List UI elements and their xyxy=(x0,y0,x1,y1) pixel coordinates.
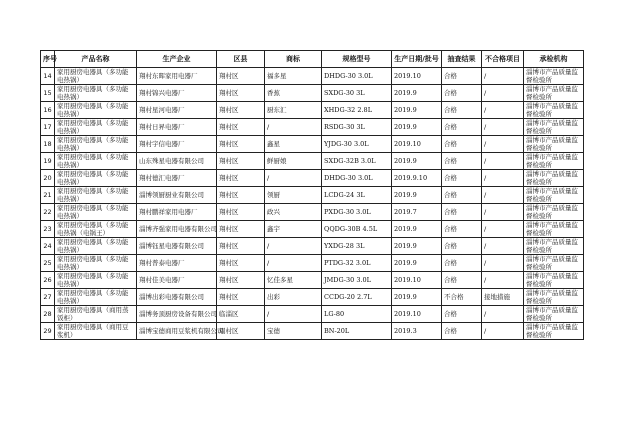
table-row xyxy=(41,204,584,221)
cell-product-name: 家用厨房电器具（多功能电热锅） xyxy=(55,119,137,136)
cell-trademark: 领厨 xyxy=(265,187,322,204)
cell-model: QQDG-30B 4.5L xyxy=(322,221,392,238)
cell-trademark: 鑫星 xyxy=(265,136,322,153)
cell-trademark: 出彩 xyxy=(265,289,322,306)
cell-failed-items: / xyxy=(482,272,524,289)
cell-product-name: 家用厨房电器具（多功能电热锅） xyxy=(55,289,137,306)
cell-district: 翔村区 xyxy=(217,187,265,204)
cell-product-name: 家用厨房电器具（多功能电热锅（电锅王） xyxy=(55,221,137,238)
cell-failed-items: / xyxy=(482,306,524,323)
cell-result: 合格 xyxy=(442,272,482,289)
cell-product-name: 家用厨房电器具（多功能电热锅） xyxy=(55,187,137,204)
cell-manufacturer: 翔村宇信电器厂 xyxy=(137,136,217,153)
cell-inspection-agency: 淄博市产品质量监督检验所 xyxy=(524,306,584,323)
cell-failed-items: / xyxy=(482,119,524,136)
table-row xyxy=(41,238,584,255)
cell-trademark: 忆佳多星 xyxy=(265,272,322,289)
cell-product-name: 家用厨房电器具（商用蒸饭柜） xyxy=(55,306,137,323)
cell-inspection-agency: 淄博市产品质量监督检验所 xyxy=(524,221,584,238)
header-production-date: 生产日期/批号 xyxy=(392,51,442,68)
cell-product-name: 家用厨房电器具（多功能电热锅） xyxy=(55,102,137,119)
table-row xyxy=(41,289,584,306)
cell-model: DHDG-30 3.0L xyxy=(322,170,392,187)
cell-result: 合格 xyxy=(442,187,482,204)
header-product-name: 产品名称 xyxy=(55,51,137,68)
table-row xyxy=(41,85,584,102)
cell-trademark: 香蕉 xyxy=(265,85,322,102)
cell-index: 24 xyxy=(41,238,55,255)
cell-result: 合格 xyxy=(442,102,482,119)
cell-failed-items: / xyxy=(482,68,524,85)
cell-failed-items: / xyxy=(482,85,524,102)
cell-result: 合格 xyxy=(442,323,482,340)
table-body xyxy=(41,68,584,340)
cell-product-name: 家用厨房电器具（多功能电热锅） xyxy=(55,204,137,221)
cell-index: 28 xyxy=(41,306,55,323)
cell-result: 合格 xyxy=(442,221,482,238)
cell-production-date: 2019.9 xyxy=(392,221,442,238)
cell-trademark: / xyxy=(265,170,322,187)
cell-district: 翔村区 xyxy=(217,272,265,289)
cell-product-name: 家用厨房电器具（多功能电热锅） xyxy=(55,85,137,102)
cell-district: 周村区 xyxy=(217,323,265,340)
cell-index: 25 xyxy=(41,255,55,272)
cell-manufacturer: 翔村日昇电器厂 xyxy=(137,119,217,136)
cell-result: 合格 xyxy=(442,204,482,221)
cell-district: 翔村区 xyxy=(217,255,265,272)
cell-model: LG-80 xyxy=(322,306,392,323)
cell-result: 合格 xyxy=(442,238,482,255)
cell-trademark: / xyxy=(265,255,322,272)
cell-failed-items: / xyxy=(482,187,524,204)
cell-product-name: 家用厨房电器具（多功能电热锅） xyxy=(55,238,137,255)
cell-production-date: 2019.9 xyxy=(392,255,442,272)
cell-model: XHDG-32 2.8L xyxy=(322,102,392,119)
cell-inspection-agency: 淄博市产品质量监督检验所 xyxy=(524,136,584,153)
cell-index: 18 xyxy=(41,136,55,153)
cell-manufacturer: 翔村鹏祥家用电器厂 xyxy=(137,204,217,221)
cell-result: 合格 xyxy=(442,306,482,323)
cell-manufacturer: 翔村普泰电器厂 xyxy=(137,255,217,272)
cell-failed-items: / xyxy=(482,102,524,119)
cell-trademark: 鑫宇 xyxy=(265,221,322,238)
cell-index: 22 xyxy=(41,204,55,221)
cell-product-name: 家用厨房电器具（多功能电热锅） xyxy=(55,272,137,289)
cell-model: SXDG-30 3L xyxy=(322,85,392,102)
cell-product-name: 家用厨房电器具（多功能电热锅） xyxy=(55,136,137,153)
cell-production-date: 2019.3 xyxy=(392,323,442,340)
cell-district: 临淄区 xyxy=(217,306,265,323)
cell-manufacturer: 淄博务顶厨房设备有限公司 xyxy=(137,306,217,323)
cell-inspection-agency: 淄博市产品质量监督检验所 xyxy=(524,68,584,85)
cell-trademark: 政兴 xyxy=(265,204,322,221)
cell-model: YXDG-28 3L xyxy=(322,238,392,255)
cell-production-date: 2019.9.10 xyxy=(392,170,442,187)
cell-result: 合格 xyxy=(442,68,482,85)
cell-production-date: 2019.10 xyxy=(392,68,442,85)
cell-inspection-agency: 淄博市产品质量监督检验所 xyxy=(524,119,584,136)
cell-production-date: 2019.7 xyxy=(392,204,442,221)
cell-district: 翔村区 xyxy=(217,119,265,136)
cell-district: 翔村区 xyxy=(217,204,265,221)
cell-product-name: 家用厨房电器具（多功能电热锅） xyxy=(55,255,137,272)
table-row xyxy=(41,136,584,153)
cell-inspection-agency: 淄博市产品质量监督检验所 xyxy=(524,238,584,255)
cell-model: DHDG-30 3.0L xyxy=(322,68,392,85)
cell-manufacturer: 翔村德汇电器厂 xyxy=(137,170,217,187)
cell-district: 翔村区 xyxy=(217,238,265,255)
cell-model: SXDG-32B 3.0L xyxy=(322,153,392,170)
cell-production-date: 2019.9 xyxy=(392,289,442,306)
cell-index: 16 xyxy=(41,102,55,119)
cell-result: 合格 xyxy=(442,170,482,187)
cell-inspection-agency: 淄博市产品质量监督检验所 xyxy=(524,153,584,170)
cell-manufacturer: 淄博钰星电器有限公司 xyxy=(137,238,217,255)
cell-product-name: 家用厨房电器具（多功能电热锅） xyxy=(55,170,137,187)
cell-production-date: 2019.10 xyxy=(392,272,442,289)
inspection-results-table xyxy=(40,50,584,340)
cell-manufacturer: 翔村佳美电器厂 xyxy=(137,272,217,289)
cell-trademark: / xyxy=(265,306,322,323)
table-header-row xyxy=(41,51,584,68)
header-result: 抽查结果 xyxy=(442,51,482,68)
cell-inspection-agency: 淄博市产品质量监督检验所 xyxy=(524,272,584,289)
header-index: 序号 xyxy=(41,51,55,68)
cell-failed-items: / xyxy=(482,221,524,238)
cell-district: 翔村区 xyxy=(217,85,265,102)
cell-district: 翔村区 xyxy=(217,68,265,85)
cell-model: CCDG-20 2.7L xyxy=(322,289,392,306)
cell-model: PXDG-30 3.0L xyxy=(322,204,392,221)
cell-result: 合格 xyxy=(442,255,482,272)
header-inspection-agency: 承检机构 xyxy=(524,51,584,68)
header-model: 规格型号 xyxy=(322,51,392,68)
cell-failed-items: / xyxy=(482,153,524,170)
cell-inspection-agency: 淄博市产品质量监督检验所 xyxy=(524,323,584,340)
cell-district: 翔村区 xyxy=(217,170,265,187)
cell-production-date: 2019.9 xyxy=(392,238,442,255)
cell-inspection-agency: 淄博市产品质量监督检验所 xyxy=(524,289,584,306)
table-row xyxy=(41,170,584,187)
cell-failed-items: 接地措施 xyxy=(482,289,524,306)
table-row xyxy=(41,323,584,340)
table-row xyxy=(41,119,584,136)
cell-district: 翔村区 xyxy=(217,221,265,238)
cell-trademark: 宝德 xyxy=(265,323,322,340)
cell-manufacturer: 淄博宝德商用豆浆机有限公司 xyxy=(137,323,217,340)
cell-result: 合格 xyxy=(442,136,482,153)
header-trademark: 商标 xyxy=(265,51,322,68)
cell-inspection-agency: 淄博市产品质量监督检验所 xyxy=(524,85,584,102)
cell-product-name: 家用厨房电器具（多功能电热锅） xyxy=(55,68,137,85)
cell-index: 15 xyxy=(41,85,55,102)
cell-manufacturer: 翔村锦兴电器厂 xyxy=(137,85,217,102)
cell-index: 23 xyxy=(41,221,55,238)
cell-model: LCDG-24 3L xyxy=(322,187,392,204)
cell-index: 20 xyxy=(41,170,55,187)
cell-model: RSDG-30 3L xyxy=(322,119,392,136)
cell-model: YJDG-30 3.0L xyxy=(322,136,392,153)
table-row xyxy=(41,187,584,204)
cell-manufacturer: 淄博齐强家用电器有限公司 xyxy=(137,221,217,238)
cell-manufacturer: 山东殊星电器有限公司 xyxy=(137,153,217,170)
inspection-results-sheet xyxy=(40,50,584,340)
header-failed-items: 不合格项目 xyxy=(482,51,524,68)
cell-district: 翔村区 xyxy=(217,153,265,170)
table-row xyxy=(41,221,584,238)
table-row xyxy=(41,153,584,170)
cell-index: 29 xyxy=(41,323,55,340)
cell-product-name: 家用厨房电器具（多功能电热锅） xyxy=(55,153,137,170)
cell-manufacturer: 翔村星河电器厂 xyxy=(137,102,217,119)
cell-manufacturer: 翔村东晖家用电器厂 xyxy=(137,68,217,85)
cell-failed-items: / xyxy=(482,204,524,221)
table-row xyxy=(41,272,584,289)
table-row xyxy=(41,255,584,272)
cell-result: 合格 xyxy=(442,119,482,136)
cell-trademark: / xyxy=(265,119,322,136)
cell-failed-items: / xyxy=(482,136,524,153)
cell-result: 合格 xyxy=(442,85,482,102)
cell-production-date: 2019.9 xyxy=(392,102,442,119)
cell-index: 26 xyxy=(41,272,55,289)
cell-inspection-agency: 淄博市产品质量监督检验所 xyxy=(524,204,584,221)
cell-index: 27 xyxy=(41,289,55,306)
cell-district: 翔村区 xyxy=(217,289,265,306)
cell-production-date: 2019.9 xyxy=(392,187,442,204)
cell-inspection-agency: 淄博市产品质量监督检验所 xyxy=(524,255,584,272)
cell-result: 合格 xyxy=(442,153,482,170)
cell-trademark: 福多星 xyxy=(265,68,322,85)
cell-index: 21 xyxy=(41,187,55,204)
cell-inspection-agency: 淄博市产品质量监督检验所 xyxy=(524,170,584,187)
cell-production-date: 2019.9 xyxy=(392,153,442,170)
cell-product-name: 家用厨房电器具（商用豆浆机） xyxy=(55,323,137,340)
cell-index: 14 xyxy=(41,68,55,85)
cell-index: 17 xyxy=(41,119,55,136)
cell-production-date: 2019.10 xyxy=(392,136,442,153)
cell-model: PTDG-32 3.0L xyxy=(322,255,392,272)
cell-production-date: 2019.9 xyxy=(392,119,442,136)
header-district: 区县 xyxy=(217,51,265,68)
cell-failed-items: / xyxy=(482,255,524,272)
cell-inspection-agency: 淄博市产品质量监督检验所 xyxy=(524,102,584,119)
cell-manufacturer: 淄博出彩电器有限公司 xyxy=(137,289,217,306)
cell-failed-items: / xyxy=(482,323,524,340)
cell-manufacturer: 淄博领厨厨业有限公司 xyxy=(137,187,217,204)
cell-production-date: 2019.10 xyxy=(392,306,442,323)
table-row xyxy=(41,68,584,85)
cell-trademark: / xyxy=(265,238,322,255)
cell-district: 翔村区 xyxy=(217,102,265,119)
cell-model: JMDG-30 3.0L xyxy=(322,272,392,289)
cell-trademark: 鲜厨娘 xyxy=(265,153,322,170)
cell-district: 翔村区 xyxy=(217,136,265,153)
cell-inspection-agency: 淄博市产品质量监督检验所 xyxy=(524,187,584,204)
cell-failed-items: / xyxy=(482,170,524,187)
cell-failed-items: / xyxy=(482,238,524,255)
header-manufacturer: 生产企业 xyxy=(137,51,217,68)
cell-result: 不合格 xyxy=(442,289,482,306)
cell-production-date: 2019.9 xyxy=(392,85,442,102)
cell-trademark: 厨东汇 xyxy=(265,102,322,119)
table-row xyxy=(41,102,584,119)
cell-model: BN-20L xyxy=(322,323,392,340)
cell-index: 19 xyxy=(41,153,55,170)
table-row xyxy=(41,306,584,323)
